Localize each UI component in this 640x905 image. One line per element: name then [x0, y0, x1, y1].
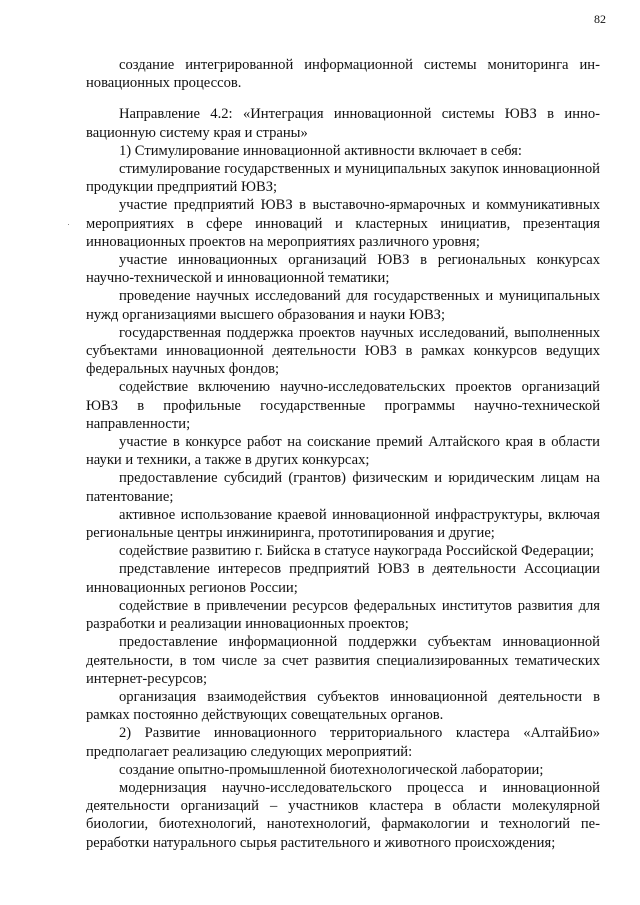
list-item: участие в конкурсе работ на соискание премий Алтайского края в области науки и техники, а также в других конкурсах; [86, 434, 600, 469]
list-item: предоставление информационной поддержки субъектам инновационной деятельности, в том числе за счет развития специализированных тематических интернет-ресурсов; [86, 634, 600, 687]
list-item: создание опытно-промышленной биотехнологической лаборатории; [119, 761, 544, 778]
list-item: модернизация научно-исследовательского процесса и инновационной деятельности организаций – участников кластера в области молекулярной биологии, биотехнологий, нанотехнологий, фармакологии и технологий переработки натурального сырья растительного и животного происхождения; [86, 779, 600, 851]
list-item: проведение научных исследований для государственных и муниципальных нужд организациями высшего образования и науки ЮВЗ; [86, 288, 600, 323]
list-item: участие предприятий ЮВЗ в выставочно-ярмарочных и коммуникативных мероприятиях в сфере инноваций и кластерных инициатив, презентация инновационных проектов на мероприятиях различного уровня; [86, 197, 600, 250]
page-number: 82 [594, 12, 606, 26]
section-heading-4-2: Направление 4.2: «Интеграция инновационной системы ЮВЗ в инновационную систему края и страны» [86, 106, 600, 141]
list-item: организация взаимодействия субъектов инновационной деятельности в рамках постоянно действующих совещательных органов. [86, 688, 600, 724]
list-item: представление интересов предприятий ЮВЗ в деятельности Ассоциации инновационных регионов России; [86, 561, 600, 596]
list-item: содействие развитию г. Бийска в статусе наукограда Российской Федерации; [119, 543, 595, 560]
document-body [86, 56, 600, 852]
list-item: предоставление субсидий (грантов) физическим и юридическим лицам на патентование; [86, 470, 600, 505]
paragraph-stimulation-intro: 1) Стимулирование инновационной активности включает в себя: [119, 142, 522, 159]
list-item: содействие включению научно-исследовательских проектов организаций ЮВЗ в профильные государственные программы научно-технической направленности; [86, 379, 600, 432]
paragraph-monitoring-system: создание интегрированной информационной системы мониторинга инновационных процессов. [86, 57, 600, 92]
list-item: активное использование краевой инновационной инфраструктуры, включая региональные центры инжиниринга, прототипирования и другие; [86, 506, 600, 542]
list-item: участие инновационных организаций ЮВЗ в региональных конкурсах научно-технической и инновационной тематики; [86, 252, 600, 287]
list-item: содействие в привлечении ресурсов федеральных институтов развития для разработки и реализации инновационных проектов; [86, 597, 600, 633]
list-item: государственная поддержка проектов научных исследований, выполненных субъектами инновационной деятельности ЮВЗ в рамках конкурсов ведущих федеральных научных фондов; [86, 324, 600, 378]
list-item: стимулирование государственных и муниципальных закупок инновационной продукции предприятий ЮВЗ; [86, 161, 600, 196]
scan-speck [68, 224, 69, 225]
paragraph-cluster-altaibio: 2) Развитие инновационного территориального кластера «АлтайБио» предполагает реализацию следующих мероприятий: [86, 725, 600, 760]
